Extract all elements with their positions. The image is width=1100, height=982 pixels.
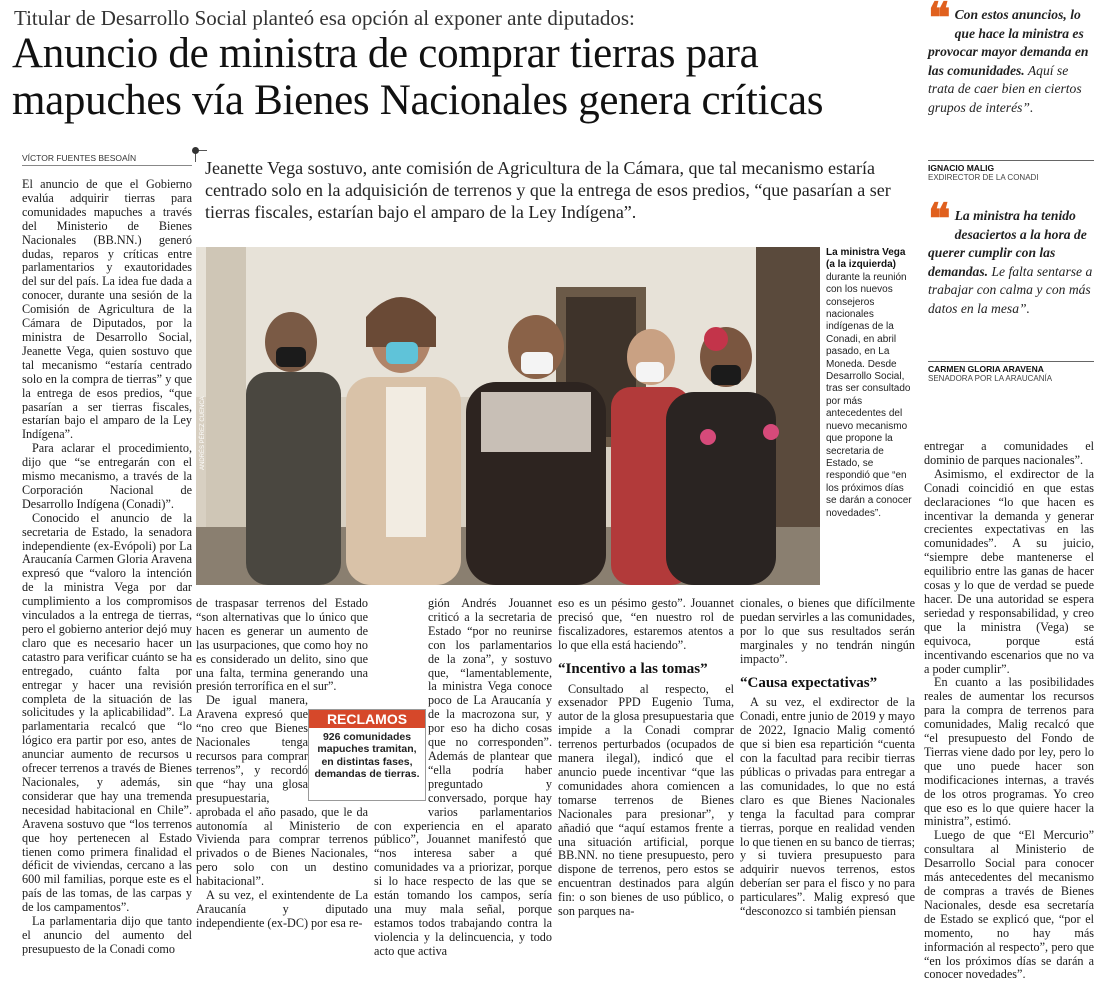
- body-column-1: [22, 177, 192, 956]
- article-photo: [196, 247, 820, 585]
- paragraph: cionales, o bienes que difícilmente puedan servirles a las comunidades, por lo que sus resultados serán marginales y no tendrán ningún impacto”.: [740, 596, 915, 666]
- paragraph: eso es un pésimo gesto”. Jouannet precisó que, “en nuestro rol de fiscalizadores, estaremos atentos a lo que ella está haciendo”.: [558, 596, 734, 652]
- subheading-incentivo: “Incentivo a las tomas”: [558, 660, 708, 677]
- quote-bold: La ministra ha tenido desaciertos a la hora de querer cumplir con las demandas.: [928, 208, 1087, 279]
- quote-mark-icon: ❝: [928, 0, 951, 42]
- article-deck: Jeanette Vega sostuvo, ante comisión de Agricultura de la Cámara, que tal mecanismo estaría centrado solo en la adquisición de terrenos y que la entrega de esos predios, “que pasarían a ser tierras fiscales, estarían bajo el amparo de la Ley Indígena”.: [205, 158, 891, 222]
- paragraph: Consultado al respecto, el exsenador PPD Eugenio Tuma, autor de la glosa presupuestaria que impide a la Conadi comprar terrenos perturbados (ocupados de manera ilegal), indicó que el anuncio puede incentivar “que las comunidades ahora comiencen a tomarse terrenos de Bienes Nacionales para presionar”, y añadió que “aquí estamos frente a una situación artificial, porque BB.NN. no tiene presupuesto, pero dispone de terrenos, pero estos se encuentran destinados para algún fin: o son bienes de uso público, o son parques na-: [558, 681, 734, 919]
- quote-attribution-aravena: [928, 361, 1094, 383]
- paragraph: Conocido el anuncio de la secretaria de Estado, la senadora independiente (ex-Evópoli) por La Araucanía Carmen Gloria Aravena expresó que “valoro la intención de la ministra Vega por dar cumplimiento a los compromisos vinculados a la entrega de tierras, pero el gobierno anterior dejó muy claro que es necesario hacer un catastro para verificar cuánto se ha entregado, cuánto falta por entregar y hacer una revisión completa de la situación de las solicitudes y la aplicabilidad”. La parlamentaria recalcó que “lo lógico era partir por eso, antes de anunciar aumento de recursos u ofrecer terrenos a través de Bienes Nacionales, y además, sin considerar que hay una tremenda necesidad habitacional en Chile”. Aravena sostuvo que “los terrenos que hoy pertenecen al Estado tienen como primera finalidad el déficit de viviendas, cercano a las 600 mil familias, porque este es el país de las tomas, de las carpas y de los campamentos”.: [22, 510, 192, 915]
- paragraph: de traspasar terrenos del Estado “son alternativas que lo único que hacen es generar un aumento de las usurpaciones, que como hoy no es considerado un delito, sino que una falta, termina generando una presión terrorífica en el sur”.: [196, 596, 368, 694]
- quote-bold: Con estos anuncios, lo que hace la ministra es provocar mayor demanda en las comunidades.: [928, 7, 1089, 78]
- subheading-expectativas: “Causa expectativas”: [740, 674, 878, 691]
- caption-lead: La ministra Vega (a la izquierda): [826, 247, 906, 271]
- body-column-5: [740, 597, 915, 942]
- paragraph: entregar a comunidades el dominio de parques nacionales”.: [924, 439, 1094, 467]
- paragraph: Asimismo, el exdirector de la Conadi coincidió en que estas declaraciones “lo que hacen es incentivar la demanda y generar crecientes expectativas en las comunidades”. A su juicio, “siempre debe mantenerse el equilibrio entre las ganas de hacer cosas y lo que de verdad se puede hacer. De una autoridad se espera seriedad y responsabilidad, y creo que la ministra (Vega) se equivoca, porque está incentivando escenarios que no va a poder cumplir”.: [924, 466, 1094, 676]
- reclamos-box: [308, 709, 426, 801]
- quote-name: IGNACIO MALIG: [928, 163, 995, 173]
- quote-role: SENADORA POR LA ARAUCANÍA: [928, 374, 1053, 383]
- quote-attribution-malig: [928, 160, 1094, 182]
- pull-quote-malig: [928, 0, 1094, 117]
- paragraph: gión Andrés Jouannet criticó a la secretaria de Estado “por no reunirse con los parlamentarios de la zona”, y sostuvo que, “lamentablemente, la ministra Vega conoce poco de La Araucanía y de la macrozona sur, y por eso ha dicho cosas que no corresponden”. Además de plantear que “ella podría haber preguntado y conversado, porque hay varios parlamentarios con experiencia en el aparato público”, Jouannet manifestó que “nos interesa saber a qué comunidades va a priorizar, porque si lo hace respecto de las que se están tomando los campos, sería una muy mala señal, porque estamos todos trabajando contra la violencia y la delincuencia, y todo acto que activa: [374, 596, 552, 958]
- paragraph: A su vez, el exintendente de La Araucanía y diputado independiente (ex-DC) por esa re-: [196, 888, 368, 930]
- caption-text: durante la reunión con los nuevos consejeros nacionales indígenas de la Conadi, en abril pasado, en La Moneda. Desde Desarrollo Social, tras ser consultado por más antecedentes del nuevo mecanismo que propone la secretaria de Estado, se respondió que “en los próximos días se darán a conocer novedades”.: [826, 271, 912, 519]
- quote-name: CARMEN GLORIA ARAVENA: [928, 364, 1044, 374]
- paragraph: La parlamentaria dijo que tanto el anuncio del aumento del presupuesto de la Conadi como: [22, 914, 192, 956]
- pull-quote-aravena: [928, 197, 1094, 318]
- article-kicker: Titular de Desarrollo Social planteó esa opción al exponer ante diputados:: [14, 6, 635, 30]
- quote-text: Le falta sentarse a trabajar con calma y con más datos en la mesa”.: [928, 263, 1093, 316]
- quote-role: EXDIRECTOR DE LA CONADI: [928, 173, 1039, 182]
- article-headline: Anuncio de ministra de comprar tierras para mapuches vía Bienes Nacionales genera críticas: [12, 30, 824, 124]
- reclamos-title: RECLAMOS: [309, 710, 425, 728]
- photo-credit: ANDRÉS PÉREZ CUENCA: [200, 396, 206, 470]
- photo-caption: [826, 247, 912, 520]
- paragraph: Luego de que “El Mercurio” consultara al Ministerio de Desarrollo Social para conocer más antecedentes del mecanismo de compras a través de Bienes Nacionales, desde esa secretaría de Estado se explicó que, “por el momento, no hay más información al respecto”, pero que “en los próximos días se darán a conocer novedades”.: [924, 828, 1094, 982]
- paragraph: A su vez, el exdirector de la Conadi, entre junio de 2019 y mayo de 2022, Ignacio Malig comentó que si bien esa repartición “cuenta con la facultad para recibir tierras públicas o privadas para entregar a las comunidades, lo que no está claro es que Bienes Nacionales tenga la facultad para comprar tierras, porque en realidad venden lo que tienen en su banco de tierras; y si tuviera presupuesto para adquirir nuevos terrenos, estos deberían ser para el fisco y no para particulares”. Malig expresó que “desconozco si también piensan: [740, 695, 915, 919]
- quote-text: Aquí se trata de caer bien en ciertos grupos de interés”.: [928, 62, 1082, 115]
- body-column-6: [924, 439, 1094, 982]
- paragraph: Para aclarar el procedimiento, dijo que “se entregarán con el mismo mecanismo, a través de la Corporación Nacional de Desarrollo Indígena (Conadi)”.: [22, 441, 192, 511]
- article-byline: VÍCTOR FUENTES BESOAÍN: [22, 153, 192, 166]
- photo-illustration: [196, 247, 820, 585]
- reclamos-text: 926 comunidades mapuches tramitan, en distintas fases, demandas de tierras.: [314, 731, 420, 781]
- paragraph: De igual manera, Aravena expresó que “no creo que Bienes Nacionales tenga recursos para comprar terrenos”, y recordó que “hay una glosa presupuestaria, aprobada el año pasado, que le da autonomía al Ministerio de Vivienda para comprar terrenos privados o de Bienes Nacionales, pero solo con un destino habitacional”.: [196, 693, 368, 889]
- body-column-4: [558, 597, 734, 942]
- quote-mark-icon: ❝: [928, 197, 951, 243]
- paragraph: En cuanto a las posibilidades reales de aumentar los recursos para la compra de terrenos para comunidades, Malig recalcó que “el presupuesto del Fondo de Tierras viene dado por ley, pero lo que uno puede hacer son modificaciones internas, a través de los otros programas. Yo creo que eso es lo que quiere hacer la ministra”, estimó.: [924, 675, 1094, 829]
- paragraph: El anuncio de que el Gobierno evalúa adquirir tierras para comunidades mapuches a través del Ministerio de Bienes Nacionales (BB.NN.) generó dudas, reparos y críticas entre parlamentarios y exautoridades del sur del país. La idea fue dada a conocer, durante una sesión de la Comisión de Agricultura de la Cámara de Diputados, por la ministra de Desarrollo Social, Jeanette Vega, quien sostuvo que tal mecanismo “estaría centrado solo en la compra de tierras” y que la entrega de esos predios, “que pasarían a ser tierras fiscales, estarían bajo el amparo de la Ley Indígena”.: [22, 177, 192, 442]
